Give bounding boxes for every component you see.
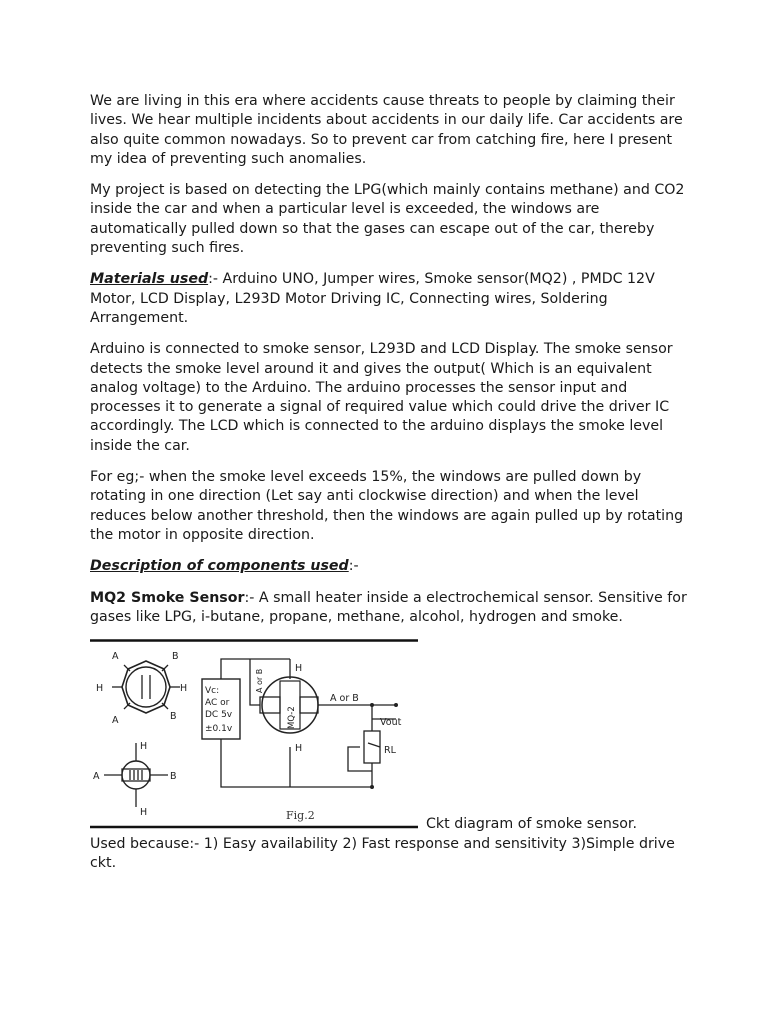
- side-view-label-h2: H: [140, 807, 148, 819]
- supply-label-dc: DC 5v: [205, 710, 233, 721]
- figure-row: [90, 639, 690, 835]
- side-view-label-b: B: [170, 771, 177, 783]
- arduino-paragraph: Arduino is connected to smoke sensor, L293D and LCD Display. The smoke sensor detects the smoke level around it and gives the output( Which is an equivalent analog voltage) to the Arduino. The arduino processes the sensor input and processes it to generate a signal of required value which could drive the driver IC accordingly. The LCD which is connected to the arduino displays the smoke level inside the car.: [90, 341, 673, 454]
- circuit-label-a-or-b: A or B: [330, 693, 359, 705]
- top-view-label-a2: A: [112, 715, 119, 727]
- mq2-heading: MQ2 Smoke Sensor: [90, 589, 245, 606]
- materials-heading: Materials used: [90, 271, 209, 288]
- description-heading-line: [90, 557, 690, 576]
- smoke-sensor-circuit-diagram: [90, 639, 418, 831]
- top-view-label-h2: H: [180, 683, 188, 695]
- mq2-text: :- A small heater inside a electrochemical sensor. Sensitive for gases like LPG, i-butane, propane, methane, alcohol, hydrogen and smoke.: [90, 589, 687, 625]
- rotated-a-or-b-label: A or B: [255, 668, 264, 694]
- description-heading: Description of components used: [90, 558, 349, 575]
- top-view-label-b1: B: [172, 651, 179, 663]
- supply-label-ac: AC or: [205, 698, 230, 709]
- materials-paragraph: [90, 270, 690, 328]
- top-view-label-b2: B: [170, 711, 177, 723]
- sensor-name-label: MQ-2: [287, 706, 297, 730]
- circuit-label-h-top: H: [295, 663, 303, 675]
- figure-number-label: Fig.2: [286, 809, 315, 823]
- used-because-paragraph: Used because:- 1) Easy availability 2) Fast response and sensitivity 3)Simple drive ckt.: [90, 836, 675, 872]
- vout-label: Vout: [380, 717, 402, 729]
- circuit-label-h-bottom: H: [295, 743, 303, 755]
- intro-paragraph: We are living in this era where accidents cause threats to people by claiming their lives. We hear multiple incidents about accidents in our daily life. Car accidents are also quite common nowadays. So to prevent car from catching fire, here I present my idea of preventing such anomalies.: [90, 93, 683, 167]
- supply-label-vc: Vc:: [205, 686, 220, 697]
- document-page: [90, 92, 690, 886]
- figure-caption: Ckt diagram of smoke sensor.: [426, 816, 637, 833]
- example-paragraph: For eg;- when the smoke level exceeds 15%, the windows are pulled down by rotating in one direction (Let say anti clockwise direction) and when the level reduces below another threshold, then the windows are again pulled up by rotating the motor in opposite direction.: [90, 469, 684, 543]
- supply-label-tolerance: ±0.1v: [205, 724, 233, 735]
- top-view-label-a1: A: [112, 651, 119, 663]
- rl-label: RL: [384, 745, 396, 757]
- mq2-paragraph: [90, 589, 690, 628]
- materials-text: :- Arduino UNO, Jumper wires, Smoke sensor(MQ2) , PMDC 12V Motor, LCD Display, L293D Motor Driving IC, Connecting wires, Soldering Arrangement.: [90, 271, 655, 326]
- top-view-label-h1: H: [96, 683, 104, 695]
- side-view-label-a: A: [93, 771, 100, 783]
- side-view-label-h1: H: [140, 741, 148, 753]
- project-paragraph: My project is based on detecting the LPG(which mainly contains methane) and CO2 inside the car and when a particular level is exceeded, the windows are automatically pulled down so that the gases can escape out of the car, thereby preventing such fires.: [90, 182, 685, 257]
- description-suffix: :-: [348, 558, 359, 575]
